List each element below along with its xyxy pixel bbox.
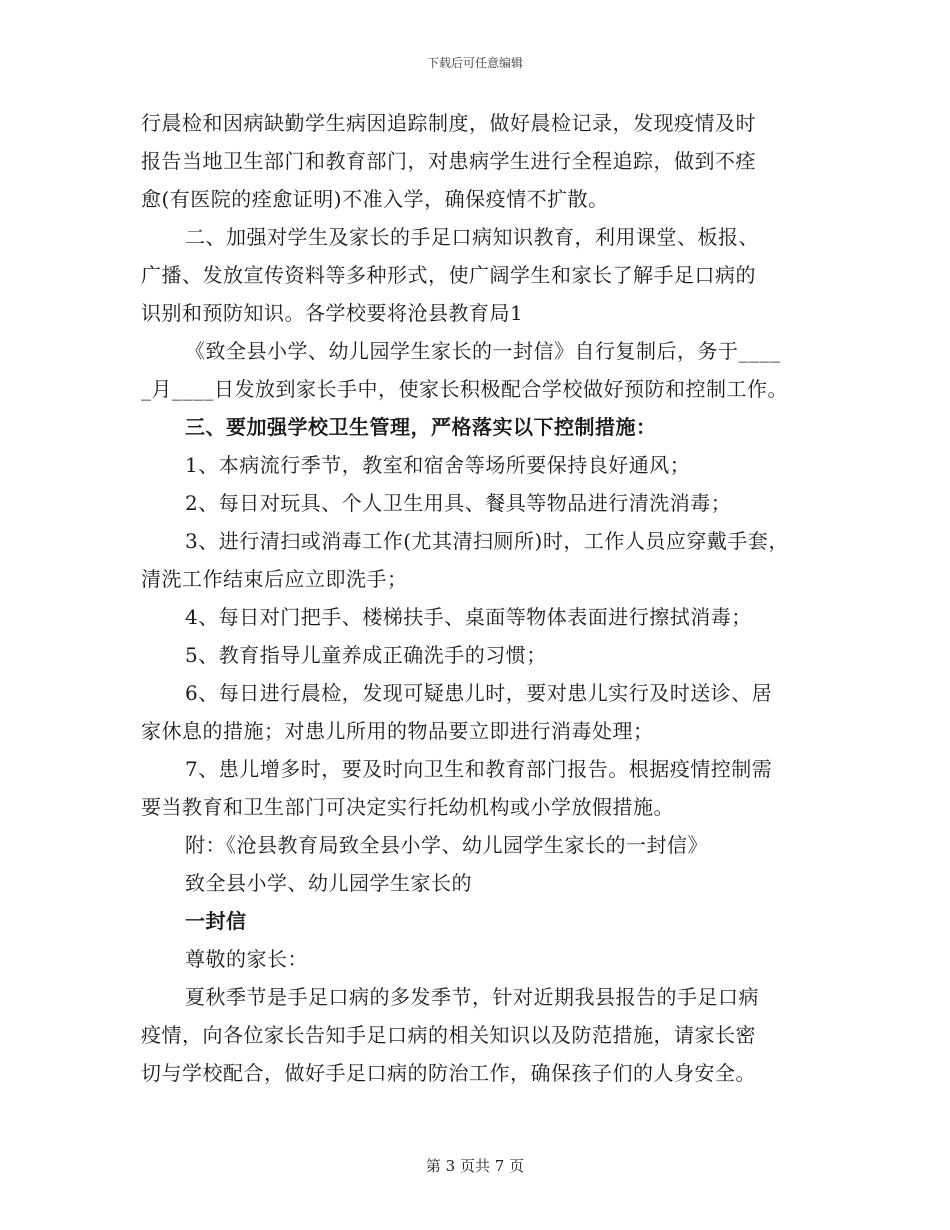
paragraph-line: 6、每日进行晨检，发现可疑患儿时，要对患儿实行及时送诊、居 [185, 681, 773, 705]
paragraph-line: 5、教育指导儿童养成正确洗手的习惯； [185, 643, 547, 667]
page-number-footer: 第 3 页共 7 页 [425, 1157, 525, 1175]
paragraph-line: 疫情，向各位家长告知手足口病的相关知识以及防范措施，请家长密 [141, 1023, 756, 1047]
paragraph-line: 2、每日对玩具、个人卫生用具、餐具等物品进行清洗消毒； [185, 491, 732, 515]
document-body [141, 104, 831, 1092]
paragraph-line: 夏秋季节是手足口病的多发季节，针对近期我县报告的手足口病 [185, 985, 759, 1009]
paragraph-line: _月____日发放到家长手中，使家长积极配合学校做好预防和控制工作。 [141, 377, 788, 401]
section-heading-line: 三、要加强学校卫生管理，严格落实以下控制措施： [185, 415, 657, 439]
paragraph-line: 愈(有医院的痊愈证明)不准入学，确保疫情不扩散。 [141, 187, 609, 211]
paragraph-line: 尊敬的家长： [185, 947, 308, 971]
paragraph-line: 7、患儿增多时，要及时向卫生和教育部门报告。根据疫情控制需 [185, 757, 773, 781]
paragraph-line: 家休息的措施；对患儿所用的物品要立即进行消毒处理； [141, 719, 654, 743]
paragraph-line: 二、加强对学生及家长的手足口病知识教育，利用课堂、板报、 [185, 225, 759, 249]
paragraph-line: 3、进行清扫或消毒工作(尤其清扫厕所)时，工作人员应穿戴手套， [185, 529, 789, 553]
paragraph-line: 识别和预防知识。各学校要将沧县教育局1 [141, 301, 524, 325]
paragraph-line: 4、每日对门把手、楼梯扶手、桌面等物体表面进行擦拭消毒； [185, 605, 752, 629]
paragraph-line: 致全县小学、幼儿园学生家长的 [185, 871, 472, 895]
page-header: 下载后可任意编辑 [426, 56, 523, 70]
paragraph-line: 1、本病流行季节，教室和宿舍等场所要保持良好通风； [185, 453, 691, 477]
paragraph-line: 切与学校配合，做好手足口病的防治工作，确保孩子们的人身安全。 [141, 1061, 756, 1085]
paragraph-line: 要当教育和卫生部门可决定实行托幼机构或小学放假措施。 [141, 795, 674, 819]
paragraph-line: 广播、发放宣传资料等多种形式，使广阔学生和家长了解手足口病的 [141, 263, 756, 287]
paragraph-line: 《致全县小学、幼儿园学生家长的一封信》自行复制后，务于____ [185, 339, 781, 363]
paragraph-line: 附：《沧县教育局致全县小学、幼儿园学生家长的一封信》 [185, 833, 708, 857]
paragraph-line: 清洗工作结束后应立即洗手； [141, 567, 408, 591]
section-heading-line: 一封信 [185, 909, 247, 933]
paragraph-line: 报告当地卫生部门和教育部门，对患病学生进行全程追踪，做到不痊 [141, 149, 756, 173]
paragraph-line: 行晨检和因病缺勤学生病因追踪制度，做好晨检记录，发现疫情及时 [141, 111, 756, 135]
